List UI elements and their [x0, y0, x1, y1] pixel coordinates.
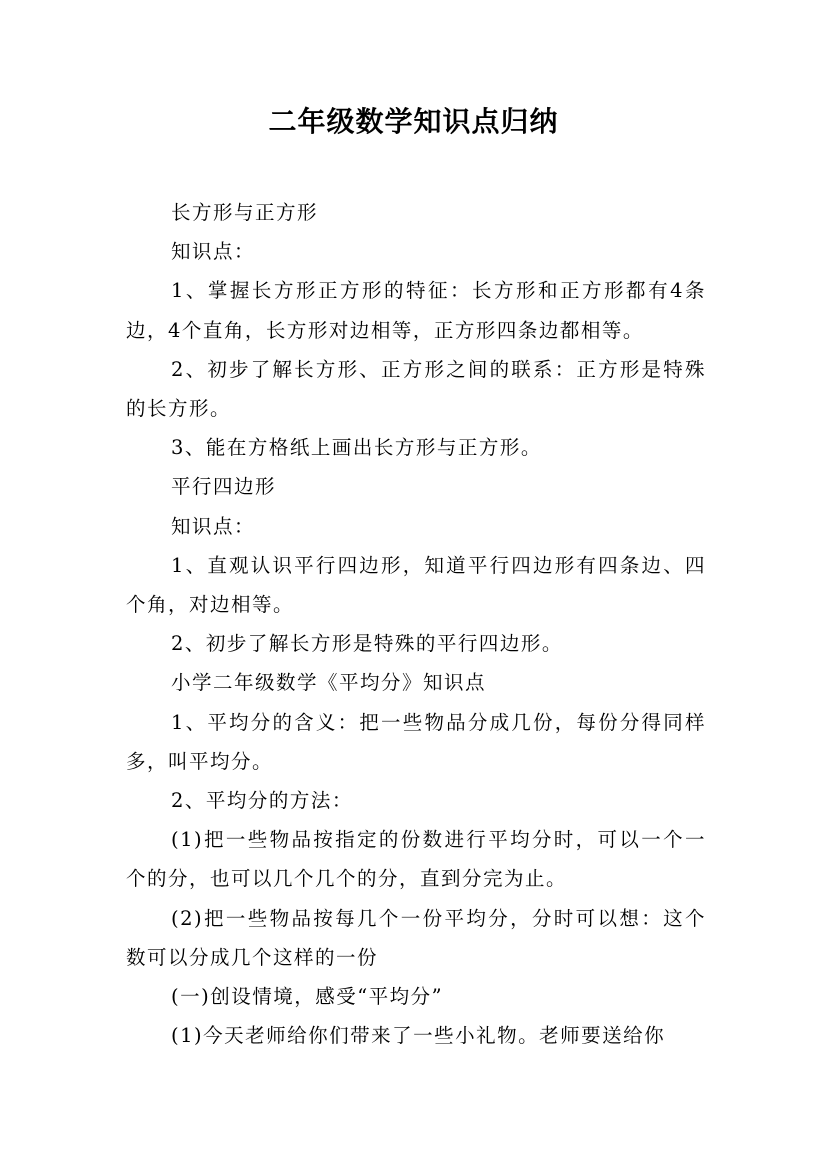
- paragraph: 1、直观认识平行四边形，知道平行四边形有四条边、四个角，对边相等。: [126, 553, 706, 617]
- paragraph: (1)把一些物品按指定的份数进行平均分时，可以一个一个的分，也可以几个几个的分，直到分完为止。: [126, 828, 706, 891]
- paragraph: (1)今天老师给你们带来了一些小礼物。老师要送给你: [171, 1024, 666, 1048]
- paragraph: 1、掌握长方形正方形的特征：长方形和正方形都有4条边，4个直角，长方形对边相等，正方形四条边都相等。: [126, 279, 706, 342]
- document-body: [126, 193, 706, 1055]
- paragraph: 2、初步了解长方形、正方形之间的联系：正方形是特殊的长方形。: [126, 357, 706, 421]
- paragraph: 2、初步了解长方形是特殊的平行四边形。: [171, 632, 563, 656]
- section-heading-rectangle-square: 长方形与正方形: [171, 201, 319, 224]
- paragraph: (2)把一些物品按每几个一份平均分，分时可以想：这个数可以分成几个这样的一份: [126, 906, 706, 969]
- section-heading-equal-division: 小学二年级数学《平均分》知识点: [171, 671, 487, 695]
- paragraph: 3、能在方格纸上画出长方形与正方形。: [171, 436, 542, 460]
- paragraph: (一)创设情境，感受“平均分”: [171, 985, 444, 1009]
- paragraph: 2、平均分的方法：: [171, 789, 353, 813]
- document-title: 二年级数学知识点归纳: [268, 105, 559, 138]
- knowledge-points-label: 知识点：: [171, 240, 256, 264]
- knowledge-points-label: 知识点：: [171, 514, 256, 538]
- paragraph: 1、平均分的含义：把一些物品分成几份，每份分得同样多，叫平均分。: [126, 710, 706, 773]
- section-heading-parallelogram: 平行四边形: [171, 475, 277, 499]
